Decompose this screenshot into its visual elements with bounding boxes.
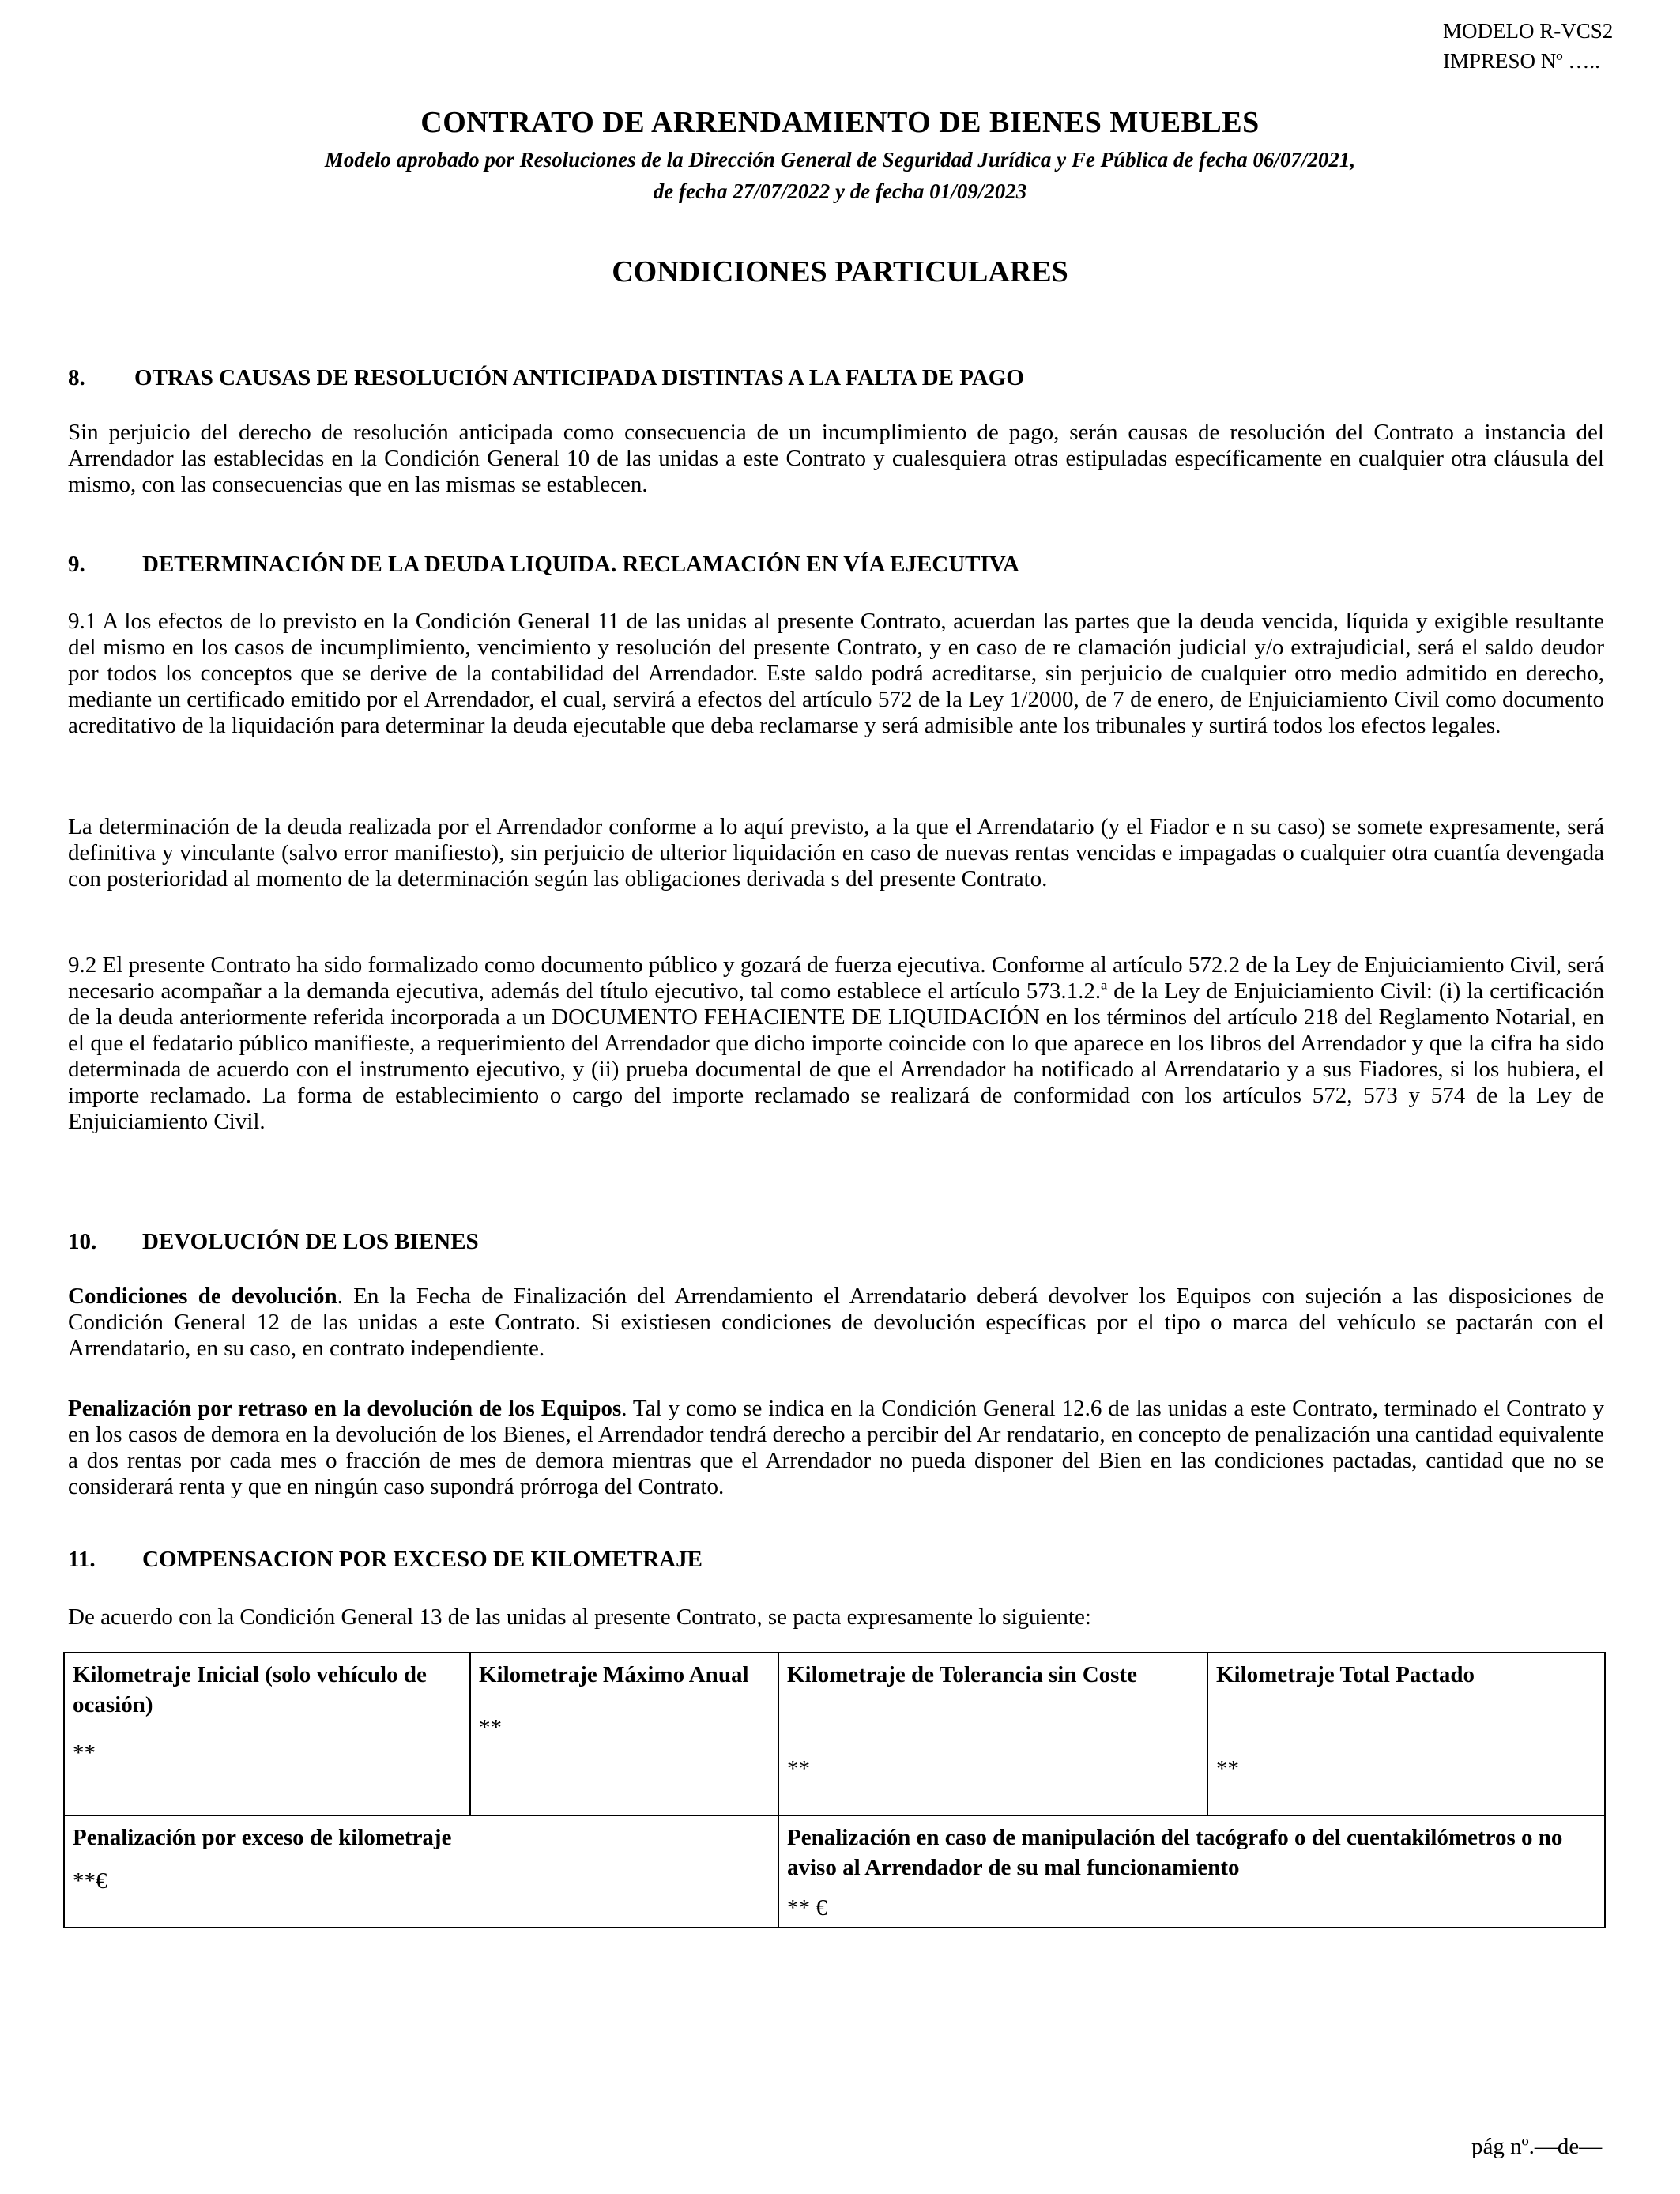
total-mileage-label: Kilometraje Total Pactado — [1216, 1662, 1475, 1687]
mileage-table — [63, 1652, 1606, 1928]
page-number: pág nº.—de— — [1471, 2134, 1603, 2159]
section-8-heading — [68, 365, 1024, 391]
max-annual-mileage-cell — [470, 1653, 778, 1815]
section-9-paragraph-3: 9.2 El presente Contrato ha sido formalizado como documento público y gozará de fuerza ejecutiva. Conforme al artículo 572.2 de la Ley de Enjuiciamiento Civil, será necesario acompañar a la demanda ejecutiva, además del título ejecutivo, tal como establece el artículo 573.1.2.ª de la Ley de Enjuiciamiento Civil: (i) la certificación de la deuda anteriormente referida incorporada a un DOCUMENTO FEHACIENTE DE LIQUIDACIÓN en los términos del artículo 218 del Reglamento Notarial, en el que el fedatario público manifieste, a requerimiento del Arrendador que dicho importe coincide con lo que aparece en los libros del Arrendador y que la cifra ha sido determinada de acuerdo con el instrumento ejecutivo, y (ii) prueba documental de que el Arrendador ha notificado al Arrendatario y a sus Fiadores, si los hubiera, el importe reclamado. La forma de establecimiento o cargo del importe reclamado se realizará de conformidad con los artículos 572, 573 y 574 de la Ley de Enjuiciamiento Civil. — [68, 952, 1604, 1134]
section-8-paragraph: Sin perjuicio del derecho de resolución anticipada como consecuencia de un incumplimiento de pago, serán causas de resolución del Contrato a instancia del Arrendador las establecidas en la Condición General 10 de las unidas a este Contrato y cualesquiera otras estipuladas específicamente en cualquier otra cláusula del mismo, con las consecuencias que en las mismas se establecen. — [68, 420, 1604, 497]
section-title: COMPENSACION POR EXCESO DE KILOMETRAJE — [142, 1547, 703, 1572]
total-mileage-cell — [1207, 1653, 1605, 1815]
tolerance-mileage-cell — [778, 1653, 1207, 1815]
mileage-row — [64, 1653, 1605, 1815]
section-title: OTRAS CAUSAS DE RESOLUCIÓN ANTICIPADA DISTINTAS A LA FALTA DE PAGO — [134, 365, 1024, 390]
section-11-intro: De acuerdo con la Condición General 13 de las unidas al presente Contrato, se pacta expresamente lo siguiente: — [68, 1604, 1091, 1630]
penalty-row — [64, 1815, 1605, 1928]
return-conditions-text: . En la Fecha de Finalización del Arrendamiento el Arrendatario deberá devolver los Equipos con sujeción a las disposiciones de Condición General 12 de las unidas a este Contrato. Si existiesen condiciones de devolución específicas por el tipo o marca del vehículo se pactarán con el Arrendatario, en su caso, en contrato independiente. — [68, 1284, 1604, 1361]
particular-conditions-title: CONDICIONES PARTICULARES — [612, 255, 1068, 288]
initial-mileage-cell — [64, 1653, 470, 1815]
section-9-paragraph-1: 9.1 A los efectos de lo previsto en la Condición General 11 de las unidas al presente Contrato, acuerdan las partes que la deuda vencida, líquida y exigible resultante del mismo en los casos de incumplimiento, vencimiento y resolución del presente Contrato, y en caso de re clamación judicial y/o extrajudicial, será el saldo deudor por todos los conceptos que se derive de la contabilidad del Arrendador. Este saldo podrá acreditarse, sin perjuicio de cualquier otro medio admitido en derecho, mediante un certificado emitido por el Arrendador, el cual, servirá a efectos del artículo 572 de la Ley 1/2000, de 7 de enero, de Enjuiciamiento Civil como documento acreditativo de la liquidación para determinar la deuda ejecutable que deba reclamarse y será admisible ante los tribunales y surtirá todos los efectos legales. — [68, 609, 1604, 738]
section-title: DEVOLUCIÓN DE LOS BIENES — [142, 1229, 479, 1254]
section-10-heading — [68, 1229, 479, 1255]
section-number: 11. — [68, 1547, 96, 1572]
subtitle-line-1: Modelo aprobado por Resoluciones de la Dirección General de Seguridad Jurídica y Fe Pública de fecha 06/07/2021, — [324, 148, 1356, 172]
document-subtitle — [158, 144, 1522, 207]
document-reference — [1443, 16, 1613, 76]
late-return-penalty-label: Penalización por retraso en la devolución de los Equipos — [68, 1396, 622, 1421]
section-10-paragraph-2 — [68, 1396, 1604, 1500]
section-10-paragraph-1 — [68, 1284, 1604, 1362]
model-code: MODELO R-VCS2 — [1443, 19, 1614, 43]
initial-mileage-label: Kilometraje Inicial (solo vehículo de ocasión) — [73, 1662, 427, 1717]
tachograph-penalty-label: Penalización en caso de manipulación del tacógrafo o del cuentakilómetros o no aviso al Arrendador de su mal funcionamiento — [787, 1825, 1563, 1880]
subtitle-line-2: de fecha 27/07/2022 y de fecha 01/09/2023 — [653, 179, 1027, 203]
tachograph-penalty-value: ** € — [787, 1895, 827, 1921]
excess-mileage-penalty-value: **€ — [73, 1868, 107, 1894]
section-9-paragraph-2: La determinación de la deuda realizada por el Arrendador conforme a lo aquí previsto, a la que el Arrendatario (y el Fiador e n su caso) se somete expresamente, será definitiva y vinculante (salvo error manifiesto), sin perjuicio de ulterior liquidación en caso de nuevas rentas vencidas e impagadas o cualquier otra cuantía devengada con posterioridad al momento de la determinación según las obligaciones derivada s del presente Contrato. — [68, 814, 1604, 892]
section-number: 9. — [68, 552, 85, 577]
section-number: 10. — [68, 1229, 97, 1254]
tolerance-mileage-label: Kilometraje de Tolerancia sin Coste — [787, 1662, 1138, 1687]
document-title: CONTRATO DE ARRENDAMIENTO DE BIENES MUEBLES — [420, 106, 1260, 139]
tolerance-mileage-value: ** — [787, 1756, 810, 1781]
initial-mileage-value: ** — [73, 1740, 96, 1766]
print-number: IMPRESO Nº ….. — [1443, 49, 1600, 73]
max-annual-mileage-value: ** — [479, 1715, 502, 1740]
late-return-penalty-text: . Tal y como se indica en la Condición General 12.6 de las unidas a este Contrato, terminado el Contrato y en los casos de demora en la devolución de los Bienes, el Arrendador tendrá derecho a percibir del Ar rendatario, en concepto de penalización una cantidad equivalente a dos rentas por cada mes o fracción de mes de demora mientras que el Arrendador no pueda disponer del Bien en las condiciones pactadas, cantidad que no se considerará renta y que en ningún caso supondrá prórroga del Contrato. — [68, 1396, 1604, 1499]
section-11-heading — [68, 1547, 703, 1573]
excess-mileage-penalty-cell — [64, 1815, 778, 1928]
total-mileage-value: ** — [1216, 1756, 1239, 1781]
excess-mileage-penalty-label: Penalización por exceso de kilometraje — [73, 1825, 452, 1850]
tachograph-penalty-cell — [778, 1815, 1605, 1928]
section-9-heading — [68, 552, 1019, 578]
max-annual-mileage-label: Kilometraje Máximo Anual — [479, 1662, 749, 1687]
section-number: 8. — [68, 365, 85, 390]
section-title: DETERMINACIÓN DE LA DEUDA LIQUIDA. RECLAMACIÓN EN VÍA EJECUTIVA — [142, 552, 1019, 577]
return-conditions-label: Condiciones de devolución — [68, 1284, 337, 1309]
